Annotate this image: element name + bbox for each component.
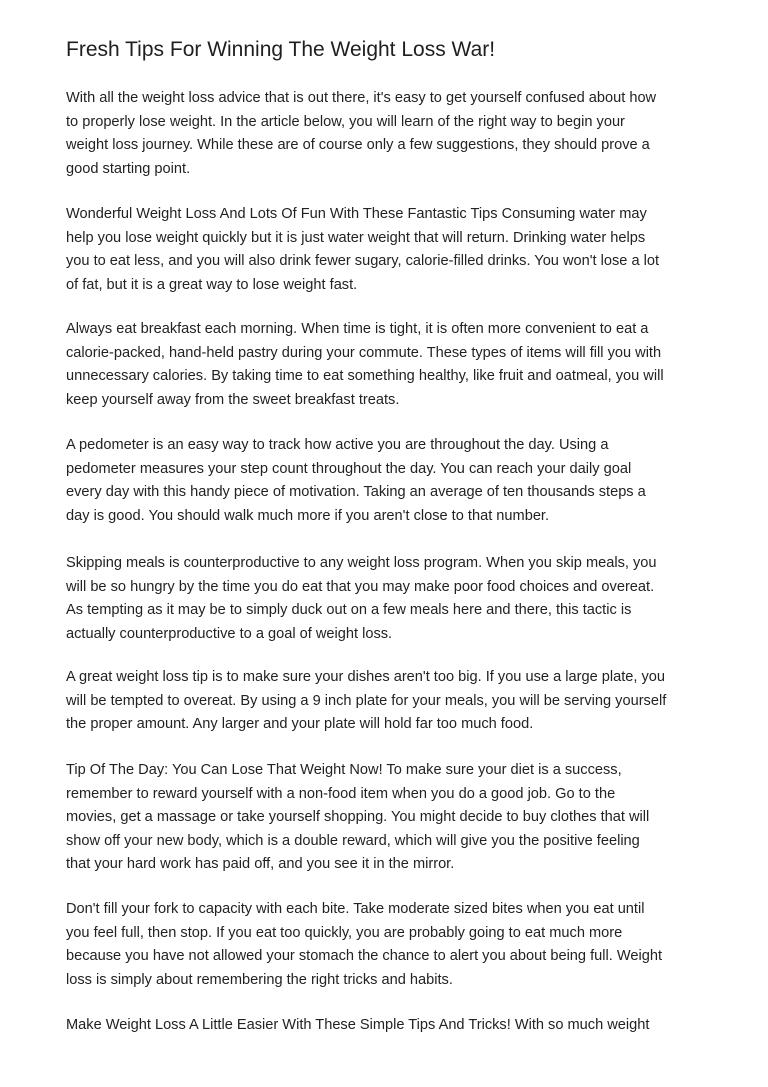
text-line: you to eat less, and you will also drink fewer sugary, calorie-filled drinks. You won't lose a lot <box>66 253 660 269</box>
text-line: day is good. You should walk much more if you aren't close to that number. <box>66 507 550 524</box>
paragraph-pedometer <box>66 434 706 528</box>
text-line: A pedometer is an easy way to track how active you are throughout the day. Using a <box>66 437 609 453</box>
text-line: help you lose weight quickly but it is just water weight that will return. Drinking water helps <box>66 229 646 246</box>
text-line: As tempting as it may be to simply duck out on a few meals here and there, this tactic is <box>66 602 632 618</box>
text-line: actually counterproductive to a goal of weight loss. <box>66 625 393 642</box>
text-line: movies, get a massage or take yourself shopping. You might decide to buy clothes that will <box>66 809 650 825</box>
paragraph-breakfast <box>66 318 706 412</box>
text-line: will be tempted to overeat. By using a 9 inch plate for your meals, you will be serving yourself <box>66 692 667 709</box>
page-title: Fresh Tips For Winning The Weight Loss War! <box>66 38 496 61</box>
paragraph-skipping-meals <box>66 552 706 646</box>
text-line: the proper amount. Any larger and your plate will hold far too much food. <box>66 716 534 732</box>
paragraph-tip-of-the-day <box>66 759 706 877</box>
text-line: Tip Of The Day: You Can Lose That Weight Now! To make sure your diet is a success, <box>66 762 622 778</box>
text-line: of fat, but it is a great way to lose weight fast. <box>66 276 358 293</box>
text-line: keep yourself away from the sweet breakfast treats. <box>66 391 400 408</box>
text-line: to properly lose weight. In the article below, you will learn of the right way to begin your <box>66 113 625 130</box>
text-line: unnecessary calories. By taking time to eat something healthy, like fruit and oatmeal, you will <box>66 368 664 384</box>
text-line: because you have not allowed your stomach the chance to alert you about being full. Weight <box>66 948 663 964</box>
text-line: good starting point. <box>66 160 191 177</box>
text-line: Don't fill your fork to capacity with each bite. Take moderate sized bites when you eat until <box>66 901 645 917</box>
text-line: weight loss journey. While these are of course only a few suggestions, they should prove a <box>66 137 650 153</box>
paragraph-fork <box>66 898 706 992</box>
text-line: show off your new body, which is a double reward, which will give you the positive feeling <box>66 832 640 849</box>
text-line: will be so hungry by the time you do eat that you may make poor food choices and overeat. <box>66 578 655 595</box>
paragraph-intro <box>66 87 706 181</box>
text-line: calorie-packed, hand-held pastry during your commute. These types of items will fill you with <box>66 344 662 361</box>
text-line: Skipping meals is counterproductive to any weight loss program. When you skip meals, you <box>66 555 657 571</box>
text-line: every day with this handy piece of motivation. Taking an average of ten thousands steps a <box>66 484 646 500</box>
text-line: you feel full, then stop. If you eat too quickly, you are probably going to eat much more <box>66 924 623 941</box>
text-line: remember to reward yourself with a non-food item when you do a good job. Go to the <box>66 785 616 802</box>
text-line: Always eat breakfast each morning. When time is tight, it is often more convenient to eat a <box>66 321 649 337</box>
text-line: Wonderful Weight Loss And Lots Of Fun With These Fantastic Tips Consuming water may <box>66 206 647 222</box>
paragraph-easier <box>66 1014 706 1038</box>
text-line: that your hard work has paid off, and you see it in the mirror. <box>66 856 455 872</box>
text-line: pedometer measures your step count throughout the day. You can reach your daily goal <box>66 460 632 477</box>
paragraph-dishes <box>66 666 706 737</box>
text-line: loss is simply about remembering the right tricks and habits. <box>66 971 453 988</box>
text-line: A great weight loss tip is to make sure your dishes aren't too big. If you use a large plate, you <box>66 669 666 685</box>
paragraph-water <box>66 203 706 297</box>
text-line: Make Weight Loss A Little Easier With These Simple Tips And Tricks! With so much weight <box>66 1017 650 1033</box>
text-line: With all the weight loss advice that is out there, it's easy to get yourself confused about how <box>66 90 657 106</box>
